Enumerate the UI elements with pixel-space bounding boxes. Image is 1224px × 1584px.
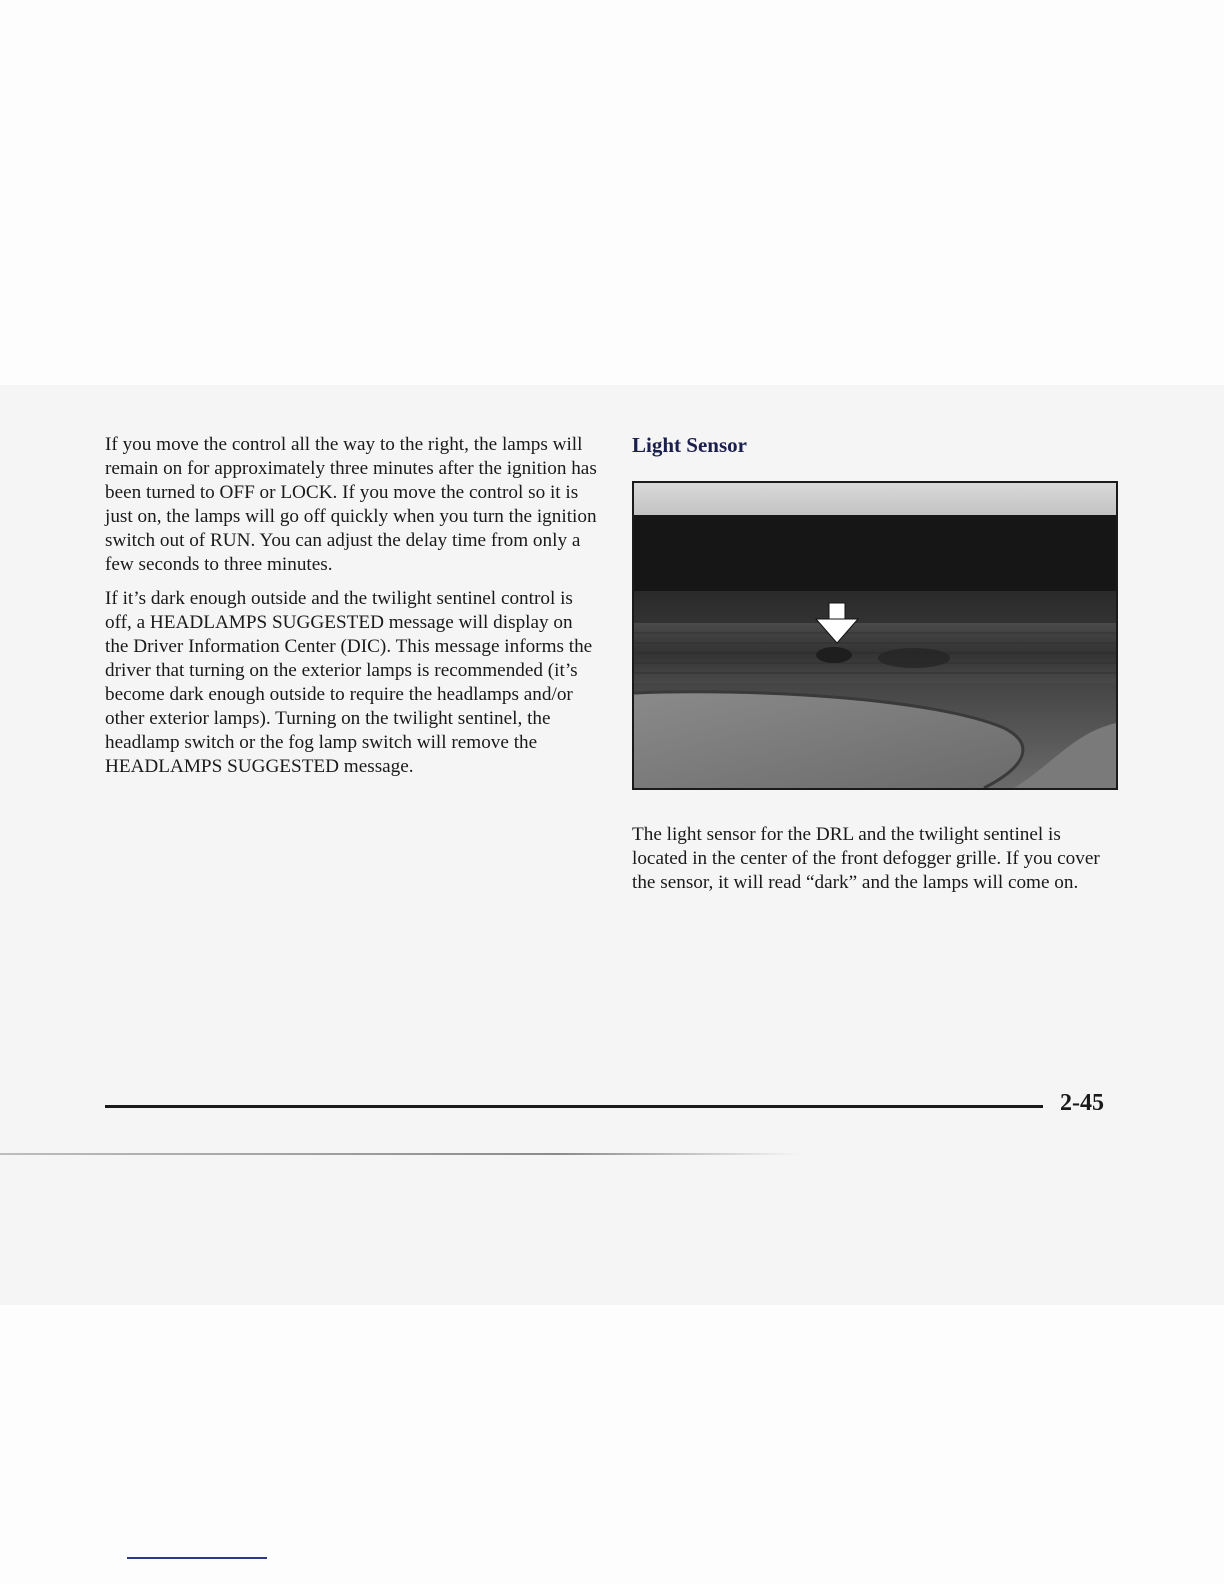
page-number: 2-45 [1060, 1090, 1104, 1116]
paragraph-delay-control: If you move the control all the way to the right, the lamps will remain on for approximately three minutes after the ignition has been turned to OFF or LOCK. If you move the control so it is just on, the lamps will go off quickly when you turn the ignition switch out of RUN. You can adjust the delay time from only a few seconds to three minutes. [105, 434, 597, 576]
section-heading-light-sensor: Light Sensor [632, 433, 747, 457]
light-sensor-photo [632, 481, 1118, 790]
scan-artifact-line [0, 1153, 800, 1155]
footer-rule [105, 1105, 1043, 1108]
bottom-rule [127, 1557, 267, 1559]
light-sensor-caption: The light sensor for the DRL and the twilight sentinel is located in the center of the front defogger grille. If you cover the sensor, it will read “dark” and the lamps will come on. [632, 824, 1100, 894]
left-column [105, 433, 597, 788]
paragraph-headlamps-suggested: If it’s dark enough outside and the twilight sentinel control is off, a HEADLAMPS SUGGESTED message will display on the Driver Information Center (DIC). This message informs the driver that turning on the exterior lamps is recommended (it’s become dark enough outside to require the headlamps and/or other exterior lamps). Turning on the twilight sentinel, the headlamp switch or the fog lamp switch will remove the HEADLAMPS SUGGESTED message. [105, 587, 593, 778]
right-column [632, 430, 1122, 894]
